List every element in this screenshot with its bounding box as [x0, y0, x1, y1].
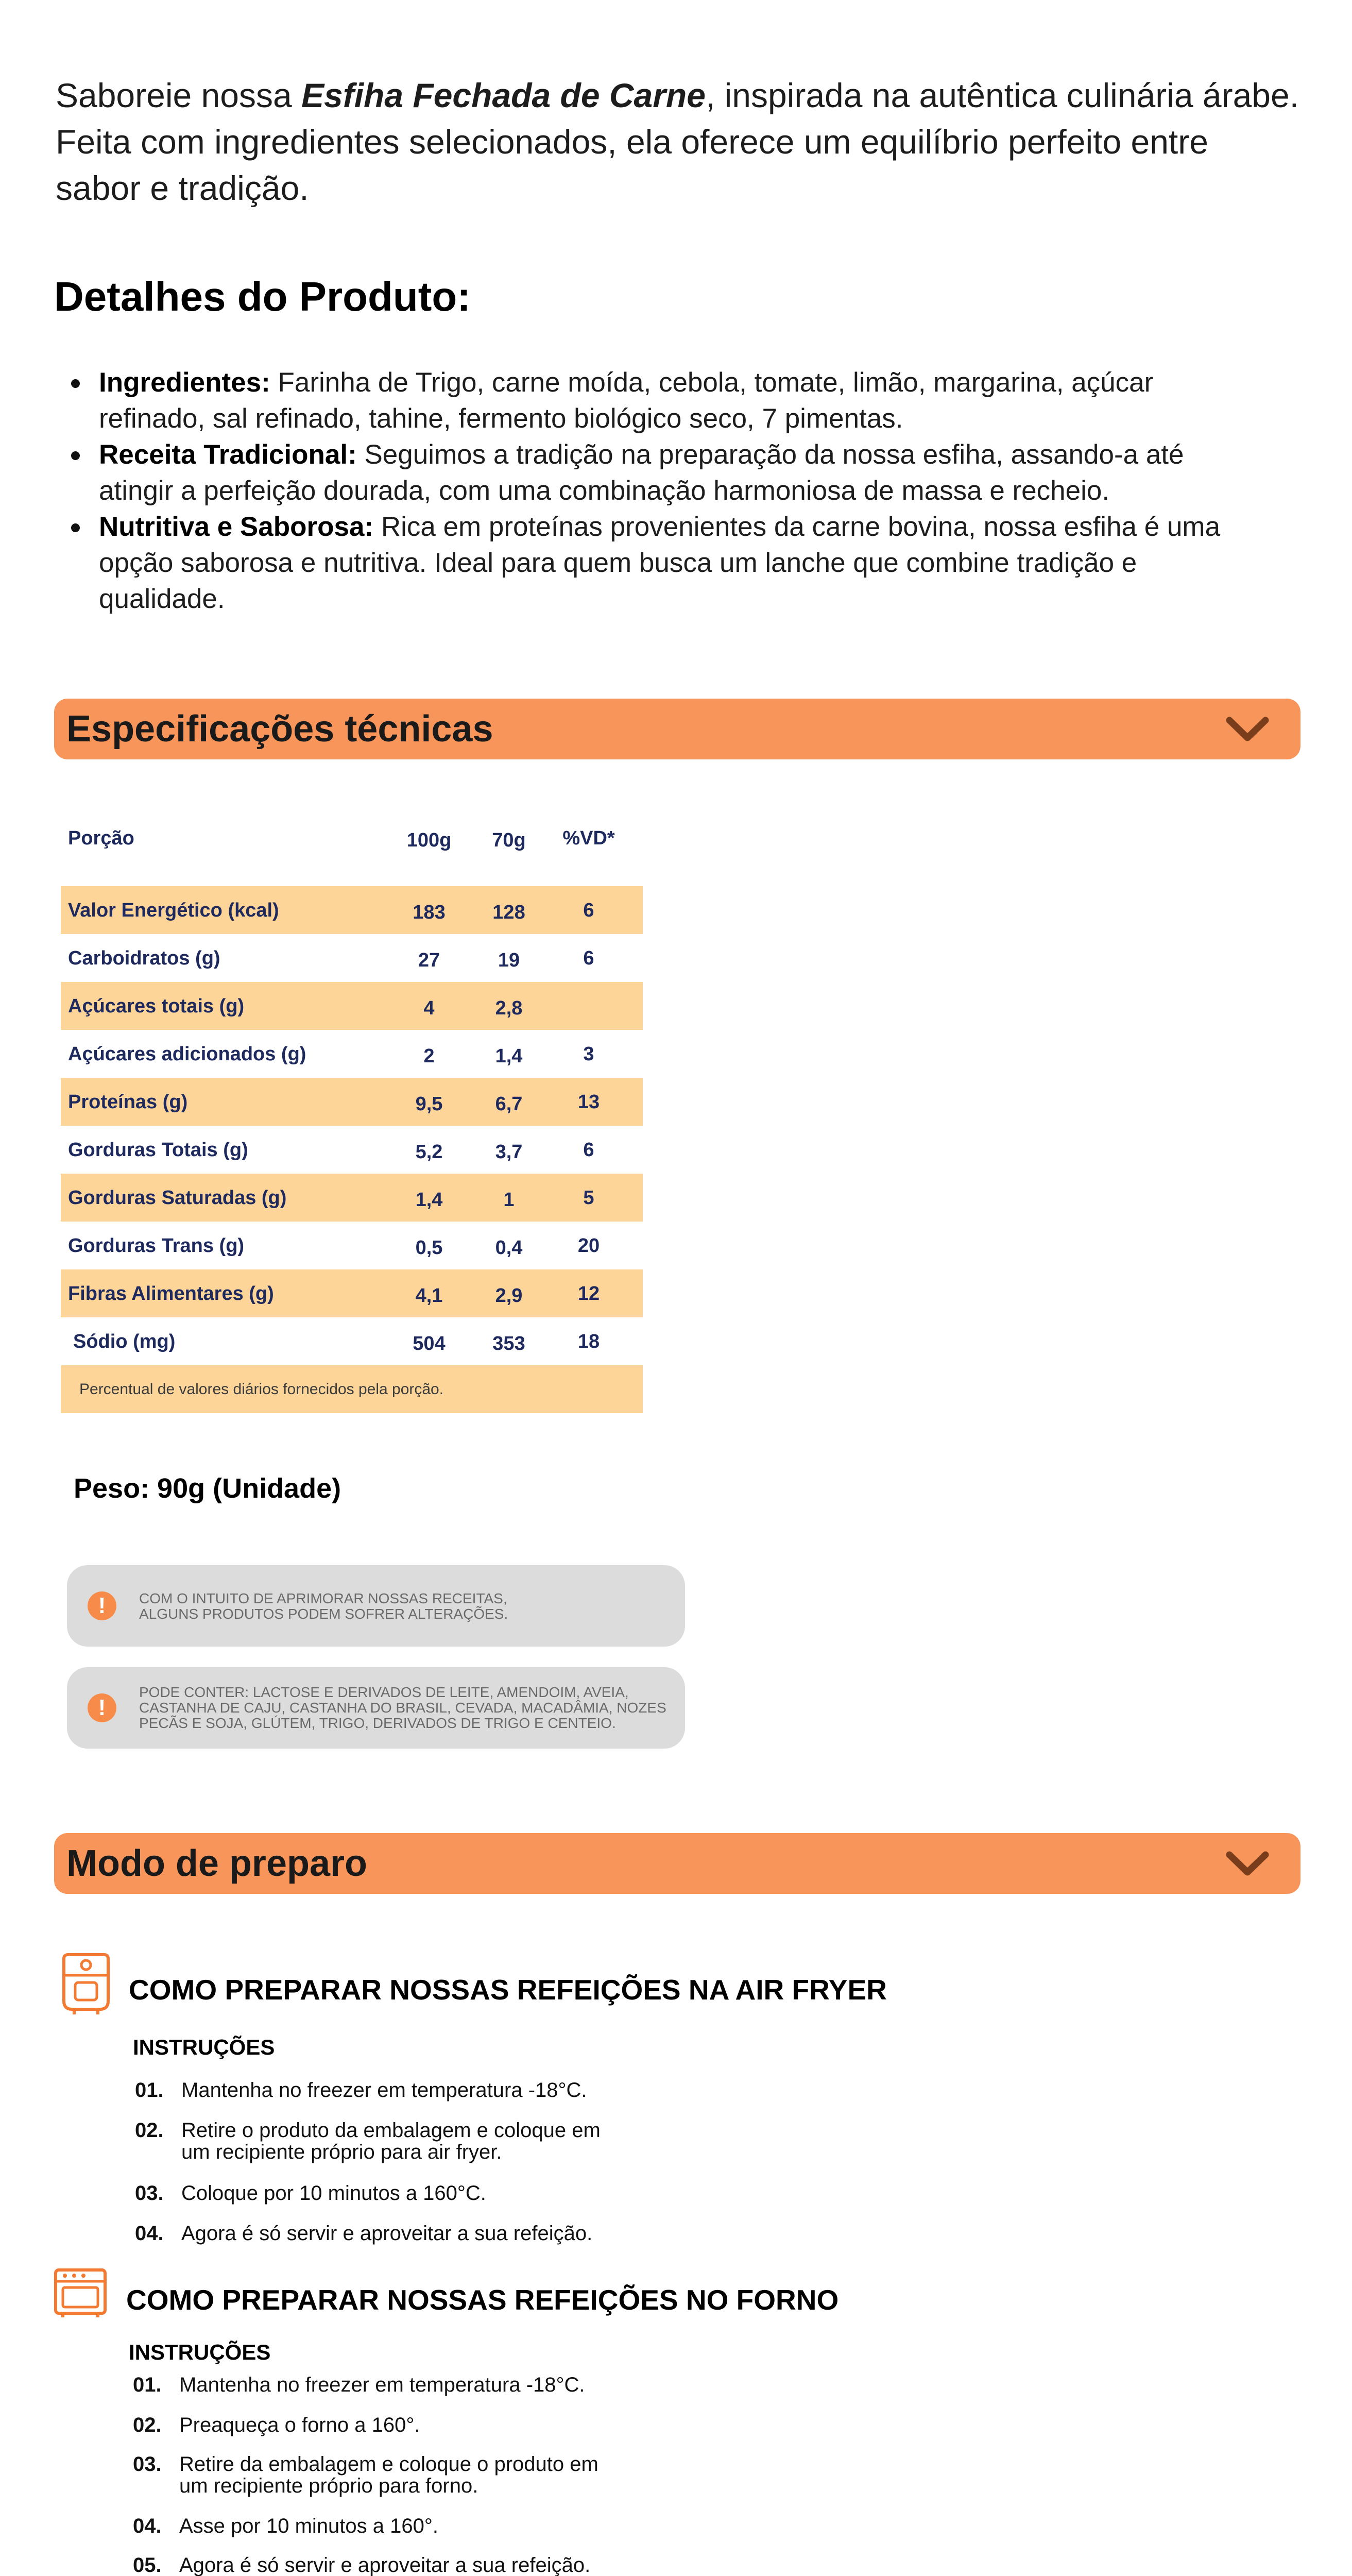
details-item-label: Ingredientes:: [99, 367, 270, 398]
step-text-line: um recipiente próprio para air fryer.: [181, 2141, 502, 2163]
value-vd: 13: [577, 1091, 600, 1113]
value-70g: 128: [492, 902, 525, 923]
details-item-receita: [56, 437, 1251, 509]
airfryer-heading: COMO PREPARAR NOSSAS REFEIÇÕES NA AIR FRYER: [129, 1974, 887, 2006]
step-text: [181, 2120, 825, 2163]
step-text: Mantenha no freezer em temperatura -18°C.: [179, 2374, 585, 2396]
step-text-line: Retire da embalagem e coloque o produto em: [179, 2453, 598, 2476]
value-70g: 1: [503, 1189, 515, 1211]
details-heading: Detalhes do Produto:: [54, 274, 471, 319]
details-item-text: Rica em proteínas provenientes da carne bovina, nossa esfiha é uma opção saborosa e nutritiva. Ideal para quem busca um lanche que combine tradição e qualidade.: [99, 512, 1221, 614]
details-item-text: Seguimos a tradição na preparação da nossa esfiha, assando-a até atingir a perfeição dourada, com uma combinação harmoniosa de massa e recheio.: [99, 439, 1184, 506]
nutrient-name: Açúcares totais (g): [68, 995, 245, 1017]
step-number: 04.: [135, 2222, 164, 2245]
specs-accordion-header[interactable]: [54, 699, 1300, 759]
step-text-line: Retire o produto da embalagem e coloque em: [181, 2119, 601, 2142]
recipe-change-notice: [67, 1565, 685, 1647]
chevron-down-icon: [1224, 1850, 1271, 1878]
value-100g: 27: [418, 950, 440, 971]
intro-paragraph: [56, 72, 1302, 211]
value-70g: 2,9: [495, 1285, 523, 1307]
value-100g: 1,4: [415, 1189, 443, 1211]
value-100g: 5,2: [415, 1141, 443, 1163]
step-text: Preaqueça o forno a 160°.: [179, 2414, 420, 2436]
air-fryer-icon: [61, 1952, 111, 2015]
step-text: Asse por 10 minutos a 160°.: [179, 2515, 438, 2537]
intro-prefix: Saboreie nossa: [56, 76, 301, 114]
forno-heading: COMO PREPARAR NOSSAS REFEIÇÕES NO FORNO: [126, 2284, 839, 2316]
details-list: [56, 365, 1251, 617]
forno-instructions-label: INSTRUÇÕES: [129, 2340, 271, 2364]
col-header-porcao: Porção: [68, 827, 134, 849]
preparo-title: Modo de preparo: [66, 1843, 368, 1884]
notice-line: PODE CONTER: LACTOSE E DERIVADOS DE LEITE, AMENDOIM, AVEIA,: [139, 1684, 629, 1700]
table-row: [61, 1078, 643, 1126]
step-number: 01.: [135, 2079, 164, 2102]
table-row: [61, 934, 643, 982]
notice-text: [139, 1685, 666, 1731]
step-number: 03.: [133, 2453, 162, 2476]
nutrient-name: Gorduras Saturadas (g): [68, 1187, 287, 1209]
table-row: [61, 1317, 643, 1365]
details-item-ingredientes: [56, 365, 1251, 437]
allergen-notice: [67, 1667, 685, 1749]
preparo-accordion-header[interactable]: [54, 1833, 1300, 1894]
value-70g: 1,4: [495, 1045, 523, 1067]
details-item-text: Farinha de Trigo, carne moída, cebola, tomate, limão, margarina, açúcar refinado, sal refinado, tahine, fermento biológico seco, 7 pimentas.: [99, 367, 1154, 434]
airfryer-instructions-label: INSTRUÇÕES: [133, 2035, 275, 2059]
step-text: Agora é só servir e aproveitar a sua refeição.: [179, 2554, 591, 2576]
value-70g: 2,8: [495, 997, 523, 1019]
step-number: 02.: [133, 2414, 162, 2436]
nutrition-footnote: [61, 1365, 643, 1413]
step-text: [179, 2453, 823, 2497]
table-row: [61, 886, 643, 934]
warning-icon: !: [88, 1693, 116, 1722]
value-vd: 3: [583, 1043, 594, 1065]
step-number: 04.: [133, 2515, 162, 2537]
table-row: [61, 1174, 643, 1222]
table-row: [61, 1126, 643, 1174]
table-row: [61, 982, 643, 1030]
bullet-dot: [71, 379, 80, 388]
col-header-100g: 100g: [406, 829, 452, 851]
notice-line: PECÃS E SOJA, GLÚTEM, TRIGO, DERIVADOS DE TRIGO E CENTEIO.: [139, 1715, 616, 1731]
details-item-nutritiva: [56, 509, 1251, 617]
nutrient-name: Fibras Alimentares (g): [68, 1283, 274, 1304]
value-70g: 3,7: [495, 1141, 523, 1163]
notice-text: [139, 1591, 508, 1622]
chevron-down-icon: [1224, 715, 1271, 744]
col-header-70g: 70g: [492, 829, 526, 851]
nutrition-table: [61, 814, 643, 1413]
value-70g: 0,4: [495, 1237, 523, 1259]
value-100g: 504: [413, 1333, 446, 1354]
value-vd: 18: [577, 1331, 600, 1352]
value-100g: 4,1: [415, 1285, 443, 1307]
footnote-text: Percentual de valores diários fornecidos pela porção.: [79, 1381, 444, 1398]
value-vd: 12: [577, 1283, 600, 1304]
value-vd: 6: [583, 1139, 594, 1161]
value-100g: 2: [423, 1045, 435, 1067]
nutrient-name: Proteínas (g): [68, 1091, 188, 1113]
warning-icon: !: [88, 1591, 116, 1620]
nutrient-name: Carboidratos (g): [68, 947, 220, 969]
intro-suffix: , inspirada na autêntica culinária árabe. Feita com ingredientes selecionados, ela oferece um equilíbrio perfeito entre sabor e tradição.: [56, 76, 1299, 207]
notice-line: CASTANHA DE CAJU, CASTANHA DO BRASIL, CEVADA, MACADÂMIA, NOZES: [139, 1700, 666, 1716]
nutrient-name: Sódio (mg): [73, 1331, 176, 1352]
table-row: [61, 1222, 643, 1269]
nutrient-name: Valor Energético (kcal): [68, 900, 279, 921]
table-row: [61, 1030, 643, 1078]
bullet-dot: [71, 451, 80, 460]
nutrient-name: Açúcares adicionados (g): [68, 1043, 306, 1065]
col-header-vd: %VD*: [562, 827, 615, 849]
value-100g: 9,5: [415, 1093, 443, 1115]
details-item-label: Nutritiva e Saborosa:: [99, 512, 374, 542]
value-100g: 183: [413, 902, 446, 923]
value-70g: 19: [498, 950, 520, 971]
step-number: 03.: [135, 2182, 164, 2205]
intro-product-name: Esfiha Fechada de Carne: [301, 76, 706, 114]
step-number: 02.: [135, 2119, 164, 2142]
oven-icon: [54, 2268, 107, 2318]
value-100g: 4: [423, 997, 435, 1019]
value-vd: 6: [583, 900, 594, 921]
notice-line: COM O INTUITO DE APRIMORAR NOSSAS RECEITAS,: [139, 1590, 507, 1606]
bullet-dot: [71, 523, 80, 532]
details-item-label: Receita Tradicional:: [99, 439, 357, 470]
value-vd: 20: [577, 1235, 600, 1257]
step-text: Mantenha no freezer em temperatura -18°C.: [181, 2079, 587, 2102]
nutrient-name: Gorduras Trans (g): [68, 1235, 245, 1257]
value-70g: 6,7: [495, 1093, 523, 1115]
specs-title: Especificações técnicas: [66, 708, 493, 750]
product-weight: Peso: 90g (Unidade): [74, 1473, 341, 1504]
value-vd: 5: [583, 1187, 594, 1209]
table-row: [61, 1269, 643, 1317]
step-number: 05.: [133, 2554, 162, 2576]
nutrition-table-header: [61, 814, 643, 855]
step-number: 01.: [133, 2374, 162, 2396]
step-text-line: um recipiente próprio para forno.: [179, 2475, 478, 2497]
value-100g: 0,5: [415, 1237, 443, 1259]
step-text: Coloque por 10 minutos a 160°C.: [181, 2182, 486, 2205]
nutrient-name: Gorduras Totais (g): [68, 1139, 248, 1161]
value-vd: 6: [583, 947, 594, 969]
value-70g: 353: [492, 1333, 525, 1354]
notice-line: ALGUNS PRODUTOS PODEM SOFRER ALTERAÇÕES.: [139, 1606, 508, 1622]
step-text: Agora é só servir e aproveitar a sua refeição.: [181, 2222, 593, 2245]
